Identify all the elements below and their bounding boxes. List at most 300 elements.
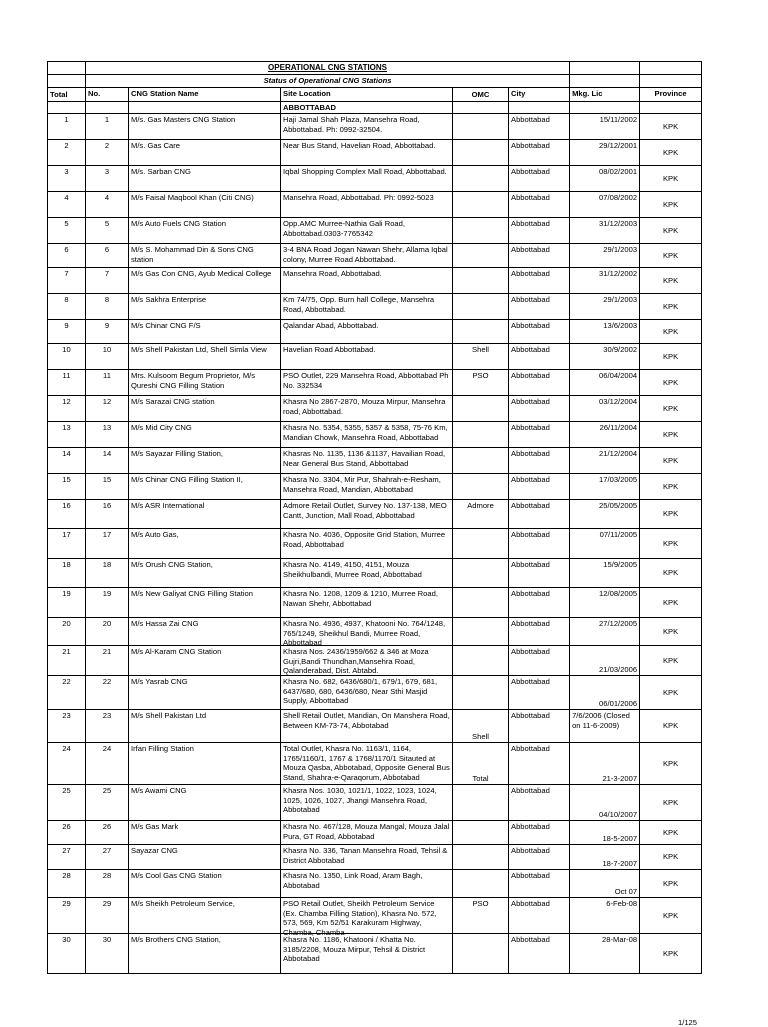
cell-omc — [453, 294, 509, 320]
cell-province: KPK — [640, 166, 702, 192]
cell-city: Abbottabad — [509, 588, 570, 618]
cell-site-location — [281, 710, 453, 743]
cell-province: KPK — [640, 140, 702, 166]
stations-table — [47, 61, 702, 974]
blank-cell — [570, 62, 640, 75]
header-lic: Mkg. Lic — [570, 87, 640, 101]
table-row — [48, 898, 702, 934]
cell-city: Abbottabad — [509, 422, 570, 448]
cell-province: KPK — [640, 474, 702, 500]
location-text: Iqbal Shopping Complex Mall Road, Abbottabad. — [283, 167, 447, 177]
cell-no: 11 — [86, 370, 129, 396]
cell-station-name: M/s Sheikh Petroleum Service, — [129, 898, 281, 934]
cell-no: 9 — [86, 320, 129, 344]
table-row — [48, 588, 702, 618]
cell-city: Abbottabad — [509, 140, 570, 166]
cell-site-location — [281, 618, 453, 646]
cell-station-name: M/s Auto Gas, — [129, 529, 281, 559]
location-text: Km 74/75, Opp. Burn hall College, Mansehra Road, Abbottabad. — [283, 295, 435, 314]
cell-province: KPK — [640, 344, 702, 370]
cell-omc — [453, 244, 509, 268]
location-text: Mansehra Road, Abbottabad. Ph: 0992-5023 — [283, 193, 434, 203]
cell-province: KPK — [640, 422, 702, 448]
blank-cell — [570, 101, 640, 114]
cell-total: 21 — [48, 646, 86, 676]
cell-mkg-lic: 7/6/2006 (Closed on 11-6-2009) — [570, 710, 640, 743]
cell-total: 24 — [48, 743, 86, 785]
cell-mkg-lic: 31/12/2002 — [570, 268, 640, 294]
cell-omc — [453, 618, 509, 646]
location-text: Havelian Road Abbottabad. — [283, 345, 376, 355]
header-city: City — [509, 87, 570, 101]
table-row — [48, 114, 702, 140]
cell-station-name: M/s. Gas Masters CNG Station — [129, 114, 281, 140]
cell-station-name: M/s Sarazai CNG station — [129, 396, 281, 422]
cell-site-location — [281, 396, 453, 422]
cell-city: Abbottabad — [509, 500, 570, 529]
cell-city: Abbottabad — [509, 710, 570, 743]
cell-total: 29 — [48, 898, 86, 934]
cell-station-name: M/s Chinar CNG Filling Station II, — [129, 474, 281, 500]
cell-city: Abbottabad — [509, 218, 570, 244]
cell-omc — [453, 646, 509, 676]
cell-omc — [453, 320, 509, 344]
cell-total: 8 — [48, 294, 86, 320]
cell-omc — [453, 934, 509, 974]
cell-province: KPK — [640, 821, 702, 845]
cell-mkg-lic: 15/11/2002 — [570, 114, 640, 140]
header-no: No. — [86, 87, 129, 101]
table-row — [48, 529, 702, 559]
cell-total: 30 — [48, 934, 86, 974]
cell-province: KPK — [640, 529, 702, 559]
cell-city: Abbottabad — [509, 114, 570, 140]
cell-total: 5 — [48, 218, 86, 244]
cell-station-name: M/s Cool Gas CNG Station — [129, 870, 281, 898]
cell-province: KPK — [640, 898, 702, 934]
blank-cell — [509, 101, 570, 114]
blank-cell — [570, 75, 640, 88]
cng-stations-sheet — [47, 61, 701, 974]
cell-omc — [453, 268, 509, 294]
cell-city: Abbottabad — [509, 166, 570, 192]
cell-site-location — [281, 166, 453, 192]
cell-omc — [453, 588, 509, 618]
location-text: Khasra Nos. 1030, 1021/1, 1022, 1023, 1024, 1025, 1026, 1027, Jhangi Mansehra Road, Abbotabad — [283, 786, 437, 815]
cell-city: Abbottabad — [509, 743, 570, 785]
cell-total: 20 — [48, 618, 86, 646]
cell-mkg-lic: 6-Feb-08 — [570, 898, 640, 934]
table-row — [48, 396, 702, 422]
cell-no: 15 — [86, 474, 129, 500]
cell-city: Abbottabad — [509, 559, 570, 588]
table-row — [48, 320, 702, 344]
cell-site-location — [281, 244, 453, 268]
cell-mkg-lic: 13/6/2003 — [570, 320, 640, 344]
cell-city: Abbottabad — [509, 268, 570, 294]
cell-omc — [453, 870, 509, 898]
cell-city: Abbottabad — [509, 934, 570, 974]
cell-province: KPK — [640, 218, 702, 244]
cell-city: Abbottabad — [509, 192, 570, 218]
location-text: Khasra No. 336, Tanan Mansehra Road, Tehsil & District Abbotabad — [283, 846, 448, 865]
cell-station-name: Mrs. Kulsoom Begum Proprietor, M/s Qureshi CNG Filling Station — [129, 370, 281, 396]
blank-cell — [48, 62, 86, 75]
cell-city: Abbottabad — [509, 821, 570, 845]
cell-omc: Admore — [453, 500, 509, 529]
cell-site-location — [281, 344, 453, 370]
cell-omc — [453, 396, 509, 422]
cell-city: Abbottabad — [509, 870, 570, 898]
cell-no: 30 — [86, 934, 129, 974]
cell-city: Abbottabad — [509, 370, 570, 396]
location-text: Khasra No. 1350, Link Road, Aram Bagh, Abbotabad — [283, 871, 423, 890]
cell-omc: Shell — [453, 344, 509, 370]
table-row — [48, 474, 702, 500]
cell-city: Abbottabad — [509, 294, 570, 320]
header-row — [48, 87, 702, 101]
cell-omc — [453, 422, 509, 448]
cell-province: KPK — [640, 244, 702, 268]
location-text: Khasra No. 682, 6436/680/1, 679/1, 679, 681, 6437/680, 680, 6436/680, Near Sthi Masjid Supply, Abbottabad — [283, 677, 438, 706]
cell-no: 16 — [86, 500, 129, 529]
cell-mkg-lic: 18-5-2007 — [570, 821, 640, 845]
cell-province: KPK — [640, 646, 702, 676]
cell-omc: PSO — [453, 370, 509, 396]
cell-site-location — [281, 821, 453, 845]
cell-mkg-lic: 08/02/2001 — [570, 166, 640, 192]
cell-station-name: M/s Al-Karam CNG Station — [129, 646, 281, 676]
cell-site-location — [281, 320, 453, 344]
cell-site-location — [281, 370, 453, 396]
table-row — [48, 244, 702, 268]
cell-province: KPK — [640, 676, 702, 710]
cell-total: 12 — [48, 396, 86, 422]
cell-province: KPK — [640, 500, 702, 529]
cell-station-name: M/s Gas Mark — [129, 821, 281, 845]
header-province: Province — [640, 87, 702, 101]
cell-station-name: M/s Chinar CNG F/S — [129, 320, 281, 344]
cell-province: KPK — [640, 785, 702, 821]
cell-no: 13 — [86, 422, 129, 448]
cell-site-location — [281, 500, 453, 529]
cell-total: 23 — [48, 710, 86, 743]
table-row — [48, 268, 702, 294]
table-row — [48, 934, 702, 974]
cell-mkg-lic: 29/1/2003 — [570, 294, 640, 320]
cell-station-name: Sayazar CNG — [129, 845, 281, 870]
cell-omc: Shell — [453, 710, 509, 743]
cell-no: 14 — [86, 448, 129, 474]
cell-station-name: M/s Auto Fuels CNG Station — [129, 218, 281, 244]
cell-station-name: M/s Shell Pakistan Ltd — [129, 710, 281, 743]
cell-city: Abbottabad — [509, 898, 570, 934]
location-text: Khasra No. 5354, 5355, 5357 & 5358, 75-76 Km, Mandian Chowk, Mansehra Road, Abbottabad — [283, 423, 448, 442]
location-text: Haji Jamal Shah Plaza, Mansehra Road, Abbottabad. Ph: 0992-32504. — [283, 115, 420, 134]
cell-site-location — [281, 192, 453, 218]
cell-no: 7 — [86, 268, 129, 294]
cell-site-location — [281, 588, 453, 618]
cell-no: 18 — [86, 559, 129, 588]
cell-total: 10 — [48, 344, 86, 370]
cell-total: 4 — [48, 192, 86, 218]
cell-site-location — [281, 934, 453, 974]
cell-site-location — [281, 474, 453, 500]
cell-no: 2 — [86, 140, 129, 166]
table-row — [48, 559, 702, 588]
cell-city: Abbottabad — [509, 244, 570, 268]
blank-cell — [48, 75, 86, 88]
cell-mkg-lic: 26/11/2004 — [570, 422, 640, 448]
cell-city: Abbottabad — [509, 785, 570, 821]
cell-station-name: M/s Sakhra Enterprise — [129, 294, 281, 320]
location-text: Opp.AMC Murree-Nathia Gali Road, Abbottabad.0303-7765342 — [283, 219, 405, 238]
cell-site-location — [281, 785, 453, 821]
cell-station-name: M/s Brothers CNG Station, — [129, 934, 281, 974]
cell-site-location — [281, 294, 453, 320]
cell-omc — [453, 785, 509, 821]
table-row — [48, 344, 702, 370]
cell-site-location — [281, 422, 453, 448]
cell-city: Abbottabad — [509, 474, 570, 500]
cell-total: 15 — [48, 474, 86, 500]
cell-city: Abbottabad — [509, 320, 570, 344]
cell-province: KPK — [640, 845, 702, 870]
header-total: Total — [48, 87, 86, 101]
location-text: Khasras No. 1135, 1136 &1137, Havailian Road, Near General Bus Stand, Abbottabad — [283, 449, 446, 468]
table-row — [48, 500, 702, 529]
table-row — [48, 618, 702, 646]
location-text: Khasra No. 4149, 4150, 4151, Mouza Sheikhulbandi, Murree Road, Abbottabad — [283, 560, 422, 579]
cell-province: KPK — [640, 294, 702, 320]
cell-no: 27 — [86, 845, 129, 870]
table-row — [48, 821, 702, 845]
cell-station-name: M/s Hassa Zai CNG — [129, 618, 281, 646]
cell-mkg-lic: Oct 07 — [570, 870, 640, 898]
cell-omc — [453, 192, 509, 218]
cell-no: 1 — [86, 114, 129, 140]
location-text: PSO Retail Outlet, Sheikh Petroleum Service (Ex. Chamba Filling Station), Khasra No. 572, 573, 569, Km 52/51 Karakuram Highway, Chamba, Chamba — [283, 899, 437, 937]
cell-mkg-lic: 28-Mar-08 — [570, 934, 640, 974]
cell-province: KPK — [640, 743, 702, 785]
table-row — [48, 140, 702, 166]
location-text: Khasra No. 1186, Khatooni / Khatta No. 3185/2208, Mouza Mirpur, Tehsil & District Abbotabad — [283, 935, 426, 964]
cell-mkg-lic: 07/08/2002 — [570, 192, 640, 218]
cell-province: KPK — [640, 870, 702, 898]
cell-station-name: Irfan Filling Station — [129, 743, 281, 785]
cell-station-name: M/s S. Mohammad Din & Sons CNG station — [129, 244, 281, 268]
cell-total: 25 — [48, 785, 86, 821]
location-text: Khasra No. 4036, Opposite Grid Station, Murree Road, Abbottabad — [283, 530, 446, 549]
table-row — [48, 166, 702, 192]
cell-station-name: M/s Yasrab CNG — [129, 676, 281, 710]
cell-station-name: M/s. Sarban CNG — [129, 166, 281, 192]
table-row — [48, 370, 702, 396]
cell-no: 4 — [86, 192, 129, 218]
cell-no: 17 — [86, 529, 129, 559]
cell-no: 19 — [86, 588, 129, 618]
cell-city: Abbottabad — [509, 845, 570, 870]
cell-omc — [453, 448, 509, 474]
cell-site-location — [281, 870, 453, 898]
location-text: 3-4 BNA Road Jogan Nawan Shehr, Allama Iqbal colony, Murree Road Abbottabad. — [283, 245, 448, 264]
table-row — [48, 676, 702, 710]
blank-cell — [640, 75, 702, 88]
table-row — [48, 646, 702, 676]
table-row — [48, 743, 702, 785]
cell-omc — [453, 474, 509, 500]
section-label: ABBOTTABAD — [281, 101, 453, 114]
table-row — [48, 710, 702, 743]
cell-no: 26 — [86, 821, 129, 845]
cell-total: 26 — [48, 821, 86, 845]
cell-mkg-lic: 06/01/2006 — [570, 676, 640, 710]
cell-total: 18 — [48, 559, 86, 588]
cell-site-location — [281, 218, 453, 244]
location-text: Total Outlet, Khasra No. 1163/1, 1164, 1765/1160/1, 1767 & 1768/1170/1 Sitauted at Mouza Qasba, Abbotabad, Opposite General Bus Stand, Shahra-e-Qaraqorum, Abbotabad — [283, 744, 450, 782]
cell-mkg-lic: 12/08/2005 — [570, 588, 640, 618]
cell-no: 29 — [86, 898, 129, 934]
cell-total: 17 — [48, 529, 86, 559]
cell-omc — [453, 218, 509, 244]
page-title: OPERATIONAL CNG STATIONS — [86, 62, 570, 75]
cell-total: 19 — [48, 588, 86, 618]
cell-station-name: M/s Gas Con CNG, Ayub Medical College — [129, 268, 281, 294]
cell-mkg-lic: 07/11/2005 — [570, 529, 640, 559]
cell-total: 6 — [48, 244, 86, 268]
cell-site-location — [281, 140, 453, 166]
cell-province: KPK — [640, 370, 702, 396]
cell-no: 10 — [86, 344, 129, 370]
blank-cell — [129, 101, 281, 114]
location-text: Khasra No 2867-2870, Mouza Mirpur, Mansehra road, Abbottabad. — [283, 397, 446, 416]
header-location: Site Location — [281, 87, 453, 101]
cell-site-location — [281, 559, 453, 588]
cell-total: 11 — [48, 370, 86, 396]
cell-site-location — [281, 529, 453, 559]
cell-station-name: M/s ASR International — [129, 500, 281, 529]
cell-mkg-lic: 18-7-2007 — [570, 845, 640, 870]
cell-omc — [453, 559, 509, 588]
cell-city: Abbottabad — [509, 646, 570, 676]
cell-mkg-lic: 30/9/2002 — [570, 344, 640, 370]
location-text: Admore Retail Outlet, Survey No. 137-138, MEO Cantt, Junction, Mall Road, Abbottabad — [283, 501, 447, 520]
cell-mkg-lic: 03/12/2004 — [570, 396, 640, 422]
cell-city: Abbottabad — [509, 448, 570, 474]
cell-no: 22 — [86, 676, 129, 710]
header-name: CNG Station Name — [129, 87, 281, 101]
cell-total: 27 — [48, 845, 86, 870]
cell-site-location — [281, 898, 453, 937]
location-text: Khasra Nos. 2436/1959/662 & 346 at Moza Gujri,Bandi Thundhan,Mansehra Road, Qalanderabad, Dist. Abtabd. — [283, 647, 429, 676]
cell-site-location — [281, 646, 453, 676]
cell-province: KPK — [640, 618, 702, 646]
cell-mkg-lic: 29/1/2003 — [570, 244, 640, 268]
cell-province: KPK — [640, 448, 702, 474]
cell-city: Abbottabad — [509, 396, 570, 422]
table-row — [48, 422, 702, 448]
cell-no: 28 — [86, 870, 129, 898]
cell-mkg-lic: 27/12/2005 — [570, 618, 640, 646]
page-subtitle: Status of Operational CNG Stations — [86, 75, 570, 88]
location-text: Khasra No. 1208, 1209 & 1210, Murree Road, Nawan Shehr, Abbottabad — [283, 589, 438, 608]
cell-total: 2 — [48, 140, 86, 166]
location-text: Khasra No. 467/128, Mouza Mangal, Mouza Jalal Pura, GT Road, Abbotabad — [283, 822, 450, 841]
table-row — [48, 845, 702, 870]
location-text: PSO Outlet, 229 Mansehra Road, Abbottabad Ph No. 332534 — [283, 371, 449, 390]
table-row — [48, 294, 702, 320]
cell-mkg-lic: 15/9/2005 — [570, 559, 640, 588]
cell-total: 28 — [48, 870, 86, 898]
cell-site-location — [281, 268, 453, 294]
cell-total: 7 — [48, 268, 86, 294]
cell-mkg-lic: 17/03/2005 — [570, 474, 640, 500]
cell-city: Abbottabad — [509, 344, 570, 370]
location-text: Khasra No. 4936, 4937, Khatooni No. 764/1248, 765/1249, Sheikhul Bandi, Murree Road, Abbottabad — [283, 619, 446, 648]
cell-total: 13 — [48, 422, 86, 448]
cell-site-location — [281, 114, 453, 140]
cell-station-name: M/s. Gas Care — [129, 140, 281, 166]
cell-mkg-lic: 04/10/2007 — [570, 785, 640, 821]
cell-site-location — [281, 448, 453, 474]
location-text: Near Bus Stand, Havelian Road, Abbottabad. — [283, 141, 436, 151]
blank-cell — [640, 101, 702, 114]
table-row — [48, 192, 702, 218]
cell-province: KPK — [640, 396, 702, 422]
cell-total: 3 — [48, 166, 86, 192]
cell-omc: Total — [453, 743, 509, 785]
cell-omc — [453, 114, 509, 140]
cell-omc: PSO — [453, 898, 509, 934]
blank-cell — [48, 101, 86, 114]
cell-omc — [453, 140, 509, 166]
location-text: Mansehra Road, Abbottabad. — [283, 269, 382, 279]
cell-mkg-lic: 21/03/2006 — [570, 646, 640, 676]
cell-station-name: M/s Orush CNG Station, — [129, 559, 281, 588]
cell-no: 3 — [86, 166, 129, 192]
cell-total: 1 — [48, 114, 86, 140]
location-text: Qalandar Abad, Abbottabad. — [283, 321, 379, 331]
cell-station-name: M/s Mid City CNG — [129, 422, 281, 448]
cell-total: 16 — [48, 500, 86, 529]
cell-total: 14 — [48, 448, 86, 474]
cell-mkg-lic: 29/12/2001 — [570, 140, 640, 166]
table-row — [48, 448, 702, 474]
cell-province: KPK — [640, 192, 702, 218]
cell-province: KPK — [640, 268, 702, 294]
cell-total: 22 — [48, 676, 86, 710]
blank-cell — [86, 101, 129, 114]
cell-no: 23 — [86, 710, 129, 743]
cell-site-location — [281, 676, 453, 710]
cell-mkg-lic: 21/12/2004 — [570, 448, 640, 474]
location-text: Shell Retail Outlet, Mandian, On Manshera Road, Between KM-73-74, Abbotabad — [283, 711, 450, 730]
page-number: 1/125 — [678, 1018, 698, 1027]
cell-no: 12 — [86, 396, 129, 422]
cell-station-name: M/s New Galiyat CNG Filling Station — [129, 588, 281, 618]
blank-cell — [640, 62, 702, 75]
cell-no: 6 — [86, 244, 129, 268]
cell-no: 8 — [86, 294, 129, 320]
cell-no: 21 — [86, 646, 129, 676]
cell-mkg-lic: 25/05/2005 — [570, 500, 640, 529]
cell-omc — [453, 845, 509, 870]
table-row — [48, 870, 702, 898]
cell-station-name: M/s Faisal Maqbool Khan (Citi CNG) — [129, 192, 281, 218]
cell-omc — [453, 529, 509, 559]
cell-station-name: M/s Awami CNG — [129, 785, 281, 821]
table-row — [48, 785, 702, 821]
